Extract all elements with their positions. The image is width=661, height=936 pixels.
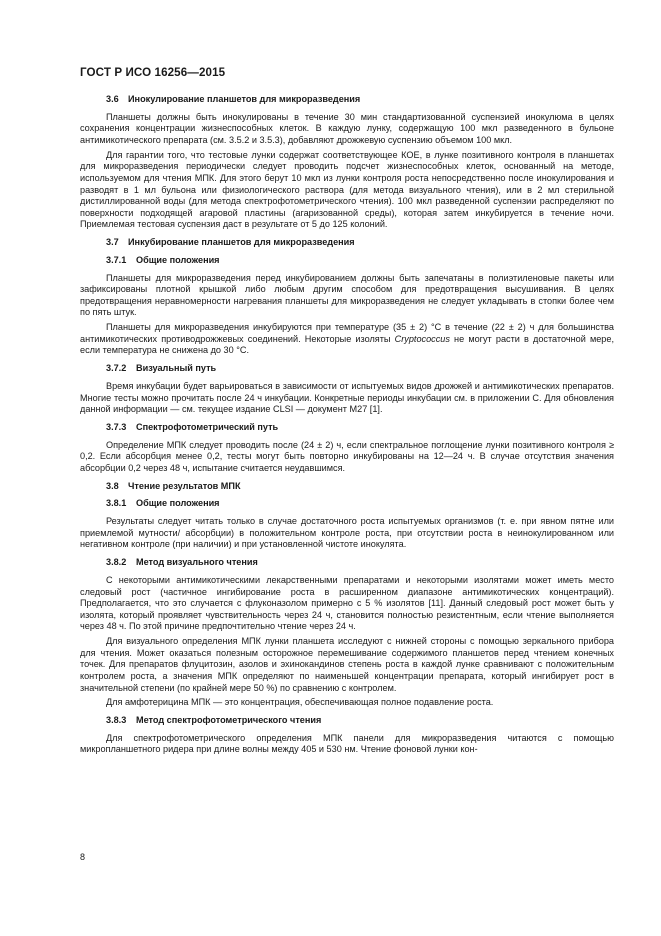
section-heading — [80, 557, 614, 569]
paragraph — [80, 112, 614, 147]
section-number: 3.8.1 — [106, 498, 127, 509]
section-heading — [80, 363, 614, 375]
section-number: 3.7.1 — [106, 254, 127, 265]
paragraph-text: Планшеты для микроразведения инкубируются при температуре (35 ± 2) °С в течение (22 ± 2) ч для большинства антимикотических противодрожжевых соединений. Некоторые изоляты — [80, 322, 614, 344]
document-body — [80, 94, 614, 756]
section-heading — [80, 481, 614, 493]
italic-term: Cryptococcus — [394, 333, 450, 344]
section-heading — [80, 715, 614, 727]
section-number: 3.8 — [106, 480, 119, 491]
standard-header: ГОСТ Р ИСО 16256—2015 — [80, 66, 226, 79]
section-heading — [80, 422, 614, 434]
paragraph-text: Для визуального определения МПК лунки планшета исследуют с нижней стороны с помощью зеркального прибора для чтения. Может оказаться полезным осторожное перемешивание содержимого планшетов перед чтением конечных точек. Для препаратов флуцитозин, азолов и эхинокандинов степень роста в каждой лунке сравнивают с положительным контролем роста, а значения МПК определяют по наименьшей концентрации препарата, который ингибирует рост в значительной степени (по крайней мере 50 %) по сравнению с контролем. — [80, 636, 614, 693]
paragraph-text: Планшеты должны быть инокулированы в течение 30 мин стандартизованной суспензией инокулюма в целях сохранения концентрации жизнеспособных клеток. В каждую лунку, содержащую 100 мкл разведенного в бульоне антимикотического препарата (см. 3.5.2 и 3.5.3), добавляют дрожжевую суспензию объемом 100 мкл. — [80, 111, 614, 145]
section-number: 3.6 — [106, 94, 119, 104]
paragraph — [80, 733, 614, 756]
section-title: Визуальный путь — [136, 363, 217, 374]
section-number: 3.7.3 — [106, 421, 127, 432]
page-number: 8 — [80, 852, 86, 862]
paragraph-text: Время инкубации будет варьироваться в зависимости от испытуемых видов дрожжей и антимикотических препаратов. Многие тесты можно прочитать после 24 ч инкубации. Конкретные периоды инкубации см. в приложении С. Для обновления данной информации — см. текущее издание CLSI — документ М27 [1]. — [80, 380, 614, 415]
section-heading — [80, 237, 614, 249]
section-title: Метод визуального чтения — [136, 557, 258, 568]
paragraph-text: Планшеты для микроразведения перед инкубированием должны быть запечатаны в полиэтиленовые пакеты или зафиксированы плотной крышкой либо любым другим способом для предотвращения высушивания. В целях предотвращения неравномерности нагревания планшеты для микроразведения не следует укладывать в стопки более чем по пять штук. — [80, 272, 614, 318]
section-title: Спектрофотометрический путь — [136, 421, 279, 432]
section-title: Метод спектрофотометрического чтения — [136, 715, 322, 726]
section-title: Инкубирование планшетов для микроразведения — [128, 237, 355, 248]
paragraph — [80, 575, 614, 633]
section-title: Чтение результатов МПК — [128, 480, 241, 491]
paragraph-text-tail: не могут расти в достаточной мере, если температура не снижена до 30 °С. — [80, 333, 614, 356]
section-number: 3.8.2 — [106, 557, 127, 568]
paragraph — [80, 636, 614, 694]
section-title: Общие положения — [136, 254, 220, 265]
paragraph-text: Определение МПК следует проводить после (24 ± 2) ч, если спектральное поглощение лунки позитивного контроля ≥ 0,2. Если абсорбция менее 0,2, тесты могут быть повторно инкубированы на 12—24 ч. В случае отсутствия значения абсорбции 0,2 через 48 ч, испытание считается неудавшимся. — [80, 439, 614, 473]
paragraph — [80, 697, 614, 709]
section-title: Общие положения — [136, 498, 220, 509]
section-number: 3.8.3 — [106, 715, 127, 726]
section-number: 3.7 — [106, 237, 119, 248]
paragraph — [80, 381, 614, 416]
paragraph-text: Для спектрофотометрического определения МПК панели для микроразведения читаются с помощью микропланшетного ридера при длине волны между 405 и 530 нм. Чтение фоновой лунки кон- — [80, 732, 614, 755]
section-heading — [80, 498, 614, 510]
paragraph — [80, 322, 614, 357]
paragraph-text: Результаты следует читать только в случае достаточного роста испытуемых организмов (т. е. при явном пятне или приемлемой мутности/ абсорбции) в положительном контроле роста, при отсутствии роста в неинокулированном или негативном контроле (при наличии) и при установленной чистоте инокулята. — [80, 516, 614, 550]
section-heading — [80, 94, 614, 106]
paragraph — [80, 516, 614, 551]
section-number: 3.7.2 — [106, 363, 127, 374]
paragraph-text: Для амфотерицина МПК — это концентрация, обеспечивающая полное подавление роста. — [106, 697, 494, 708]
paragraph — [80, 273, 614, 319]
section-heading — [80, 255, 614, 267]
section-title: Инокулирование планшетов для микроразведения — [128, 94, 361, 104]
paragraph-text: С некоторыми антимикотическими лекарственными препаратами и некоторыми изолятами может иметь место следовый рост (частичное ингибирование роста в расширенном диапазоне антимикотических концентраций). Предполагается, что это случается с флуконазолом примерно с 5 % изолятов [11]. Данный следовый рост может быть у изолята, который проявляет чувствительность через 24 ч, становится полностью резистентным, если чтение выполняется через 48 ч. По этой причине предпочтительно чтение через 24 ч. — [80, 575, 614, 632]
paragraph — [80, 440, 614, 475]
paragraph — [80, 150, 614, 231]
paragraph-text: Для гарантии того, что тестовые лунки содержат соответствующее КОЕ, в лунке позитивного контроля в планшетах для микроразведения периодически следует проводить подсчет жизнеспособных клеток, основанный на методе, используемом для чтения МПК. Для этого берут 10 мкл из лунки контроля роста непосредственно после инокулирования и разводят в 1 мл бульона или физиологического раствора (для метода визуального чтения), или в 2 мл стерильной дистиллированной воды (для метода спектрофотометрического чтения). 100 мкл разведенной суспензии распределяют по поверхности подходящей агаровой пластины (агаризованной среды), которая затем инкубируется в течение ночи. Приемлемая тестовая суспензия даст в результате от 5 до 125 колоний. — [80, 149, 614, 230]
